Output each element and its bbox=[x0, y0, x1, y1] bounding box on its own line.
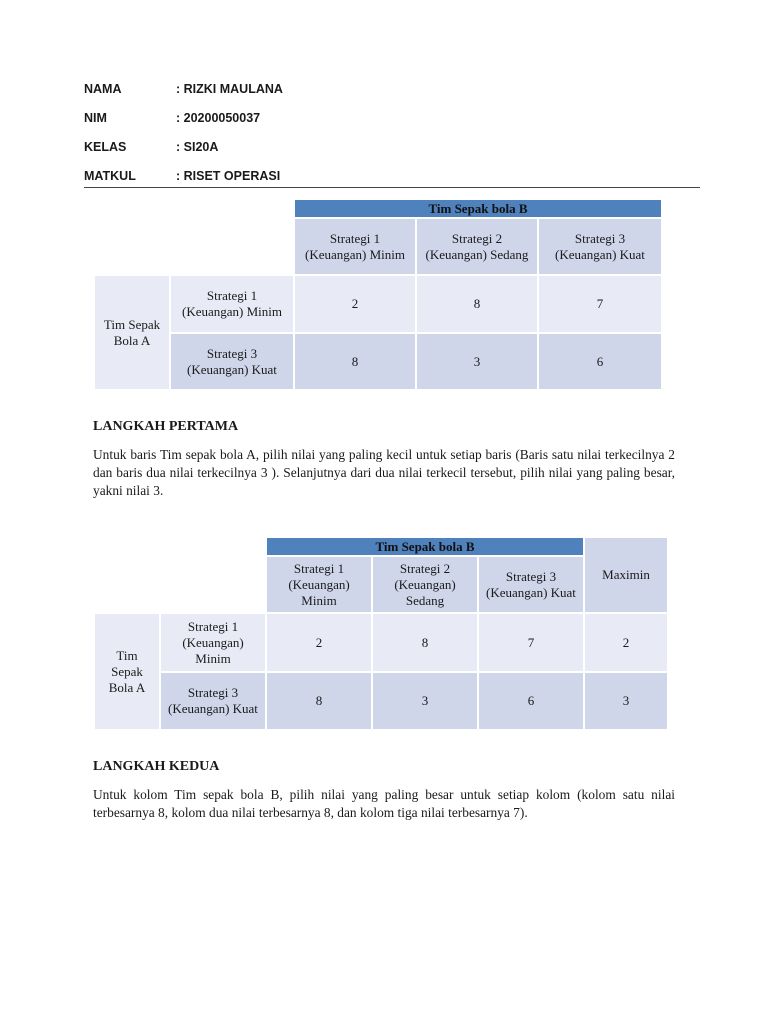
info-label: KELAS bbox=[84, 140, 127, 154]
row-header: Strategi 1 (Keuangan) Minim bbox=[160, 613, 266, 672]
info-row-nama bbox=[84, 82, 700, 111]
row-header: Strategi 3 (Keuangan) Kuat bbox=[170, 333, 294, 390]
table-cell: 2 bbox=[294, 275, 416, 333]
student-info bbox=[84, 82, 700, 198]
row-header: Strategi 3 (Keuangan) Kuat bbox=[160, 672, 266, 730]
table-cell: 6 bbox=[538, 333, 662, 390]
table-title: Tim Sepak bola B bbox=[266, 537, 584, 556]
column-header: Strategi 1 (Keuangan) Minim bbox=[294, 218, 416, 275]
column-header: Strategi 1 (Keuangan) Minim bbox=[266, 556, 372, 613]
table-cell: 7 bbox=[538, 275, 662, 333]
row-group-label: Tim Sepak Bola A bbox=[94, 275, 170, 390]
table-cell: 3 bbox=[372, 672, 478, 730]
table-cell: 7 bbox=[478, 613, 584, 672]
table-cell: 6 bbox=[478, 672, 584, 730]
info-value: : 20200050037 bbox=[176, 111, 261, 125]
table-cell: 2 bbox=[266, 613, 372, 672]
info-row-kelas bbox=[84, 140, 700, 169]
section-heading: LANGKAH KEDUA bbox=[93, 759, 220, 774]
section-heading: LANGKAH PERTAMA bbox=[93, 419, 239, 434]
column-header: Strategi 2 (Keuangan) Sedang bbox=[416, 218, 538, 275]
table-corner bbox=[94, 199, 294, 275]
maximin-cell: 2 bbox=[584, 613, 668, 672]
info-label: NAMA bbox=[84, 82, 122, 96]
section-paragraph: Untuk kolom Tim sepak bola B, pilih nilai yang paling besar untuk setiap kolom (kolom satu nilai terbesarnya 8, kolom dua nilai terbesarnya 8, dan kolom tiga nilai terbesarnya 7). bbox=[93, 787, 675, 820]
info-label: MATKUL bbox=[84, 169, 136, 183]
table-cell: 8 bbox=[266, 672, 372, 730]
info-label: NIM bbox=[84, 111, 107, 125]
row-header: Strategi 1 (Keuangan) Minim bbox=[170, 275, 294, 333]
section-paragraph: Untuk baris Tim sepak bola A, pilih nilai yang paling kecil untuk setiap baris (Baris satu nilai terkecilnya 2 dan baris dua nilai terkecilnya 3 ). Selanjutnya dari dua nilai terkecil tersebut, pilih nilai yang paling besar, yakni nilai 3. bbox=[93, 447, 675, 498]
table-cell: 8 bbox=[416, 275, 538, 333]
column-header: Strategi 2 (Keuangan) Sedang bbox=[372, 556, 478, 613]
info-value: : RISET OPERASI bbox=[176, 169, 281, 183]
table-corner bbox=[94, 537, 266, 613]
table-cell: 8 bbox=[372, 613, 478, 672]
column-header: Strategi 3 (Keuangan) Kuat bbox=[478, 556, 584, 613]
table-cell: 3 bbox=[416, 333, 538, 390]
header-divider bbox=[84, 187, 700, 188]
table-cell: 8 bbox=[294, 333, 416, 390]
maximin-cell: 3 bbox=[584, 672, 668, 730]
maximin-header: Maximin bbox=[584, 537, 668, 613]
info-row-nim bbox=[84, 111, 700, 140]
column-header: Strategi 3 (Keuangan) Kuat bbox=[538, 218, 662, 275]
info-value: : RIZKI MAULANA bbox=[176, 82, 283, 96]
table-title: Tim Sepak bola B bbox=[294, 199, 662, 218]
info-row-matkul bbox=[84, 169, 700, 198]
payoff-table-2 bbox=[93, 536, 669, 731]
row-group-label: Tim Sepak Bola A bbox=[94, 613, 160, 730]
info-value: : SI20A bbox=[176, 140, 219, 154]
payoff-table-1 bbox=[93, 198, 663, 391]
